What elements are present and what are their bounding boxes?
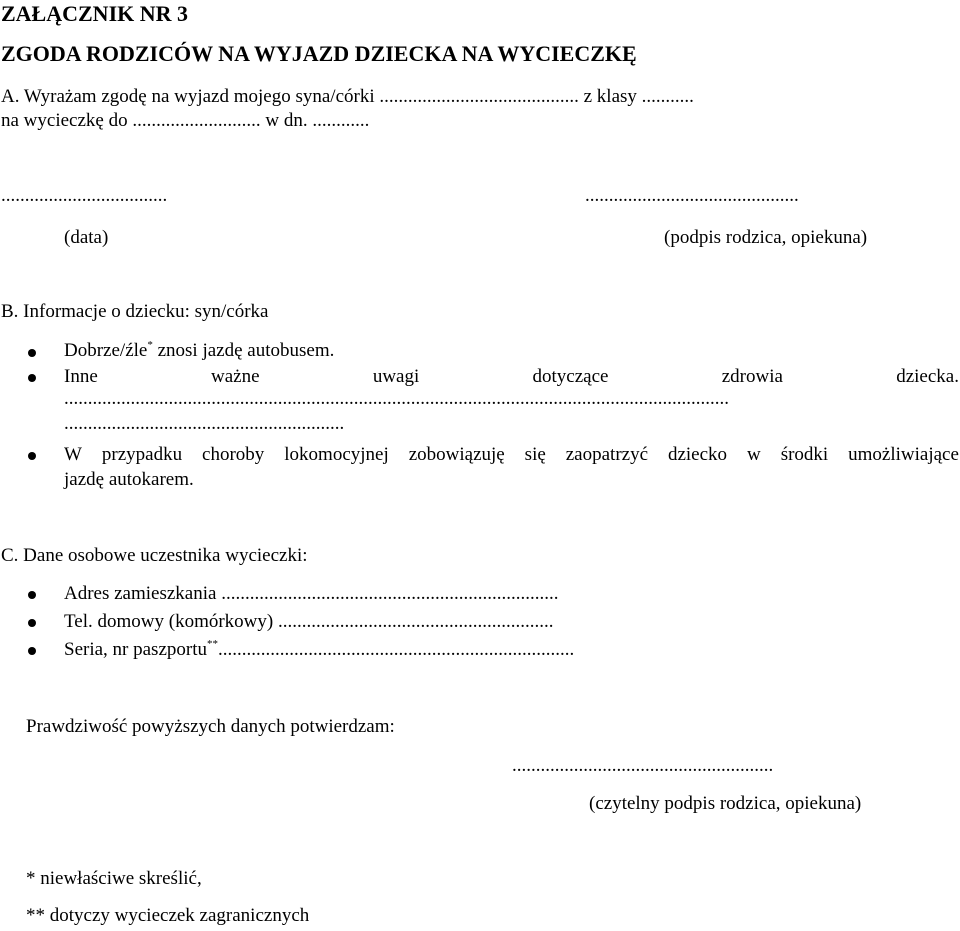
address-field: Adres zamieszkania ....................................................................... <box>64 583 559 604</box>
consent-line-1: A. Wyrażam zgodę na wyjazd mojego syna/córki .......................................... z klasy ........... <box>1 86 694 107</box>
signature-dots: ............................................. <box>585 185 799 206</box>
motion-sickness-word: lokomocyjnej <box>284 444 389 465</box>
bus-tolerance-item <box>64 341 334 360</box>
motion-sickness-word: choroby <box>202 444 265 465</box>
health-notes-line <box>64 367 959 386</box>
bullet-icon <box>28 349 36 357</box>
date-label: (data) <box>64 227 109 248</box>
motion-sickness-word: W <box>64 444 82 465</box>
bullet-icon <box>28 619 36 627</box>
motion-sickness-line-2: jazdę autokarem. <box>64 469 194 490</box>
bus-tolerance-choice: Dobrze/źle <box>64 340 148 361</box>
health-notes-word: Inne <box>64 366 98 387</box>
health-notes-word: dotyczące <box>532 366 609 387</box>
footnote-marker: ** <box>206 638 218 650</box>
motion-sickness-word: się <box>524 444 546 465</box>
confirmation-signature-label: (czytelny podpis rodzica, opiekuna) <box>589 793 862 814</box>
motion-sickness-word: przypadku <box>101 444 183 465</box>
consent-line-2: na wycieczkę do ........................... w dn. ............ <box>1 110 370 131</box>
bullet-icon <box>28 647 36 655</box>
motion-sickness-word: zobowiązuję <box>408 444 505 465</box>
motion-sickness-word: dziecko <box>667 444 728 465</box>
passport-field <box>64 640 574 659</box>
date-dots: ................................... <box>1 185 168 206</box>
motion-sickness-word: umożliwiające <box>848 444 959 465</box>
footnote-2: ** dotyczy wycieczek zagranicznych <box>26 905 310 926</box>
health-notes-word: zdrowia <box>721 366 783 387</box>
health-notes-word: ważne <box>211 366 260 387</box>
section-b-heading: B. Informacje o dziecku: syn/córka <box>1 301 269 322</box>
health-notes-dots-2: ........................................................... <box>64 413 345 434</box>
bus-tolerance-text: znosi jazdę autobusem. <box>152 340 335 361</box>
page-title: ZGODA RODZICÓW NA WYJAZD DZIECKA NA WYCIECZKĘ <box>1 41 637 66</box>
motion-sickness-word: środki <box>780 444 829 465</box>
health-notes-word: dziecka. <box>896 366 959 387</box>
footnote-marker: * <box>147 339 153 351</box>
annex-title: ZAŁĄCZNIK NR 3 <box>1 1 189 26</box>
motion-sickness-word: w <box>747 444 761 465</box>
confirmation-signature-dots: ....................................................... <box>512 755 774 776</box>
bullet-icon <box>28 591 36 599</box>
bullet-icon <box>28 374 36 382</box>
motion-sickness-line <box>64 445 959 464</box>
health-notes-dots-1: ............................................................................................................................................ <box>64 389 729 408</box>
passport-label: Seria, nr paszportu <box>64 639 207 660</box>
confirmation-text: Prawdziwość powyższych danych potwierdzam: <box>26 716 395 737</box>
section-c-heading: C. Dane osobowe uczestnika wycieczki: <box>1 545 308 566</box>
footnote-1: * niewłaściwe skreślić, <box>26 868 202 889</box>
phone-field: Tel. domowy (komórkowy) .......................................................... <box>64 611 554 632</box>
passport-dots: ........................................................................... <box>217 639 575 660</box>
bullet-icon <box>28 452 36 460</box>
signature-label: (podpis rodzica, opiekuna) <box>664 227 868 248</box>
motion-sickness-word: zaopatrzyć <box>565 444 649 465</box>
health-notes-word: uwagi <box>372 366 420 387</box>
